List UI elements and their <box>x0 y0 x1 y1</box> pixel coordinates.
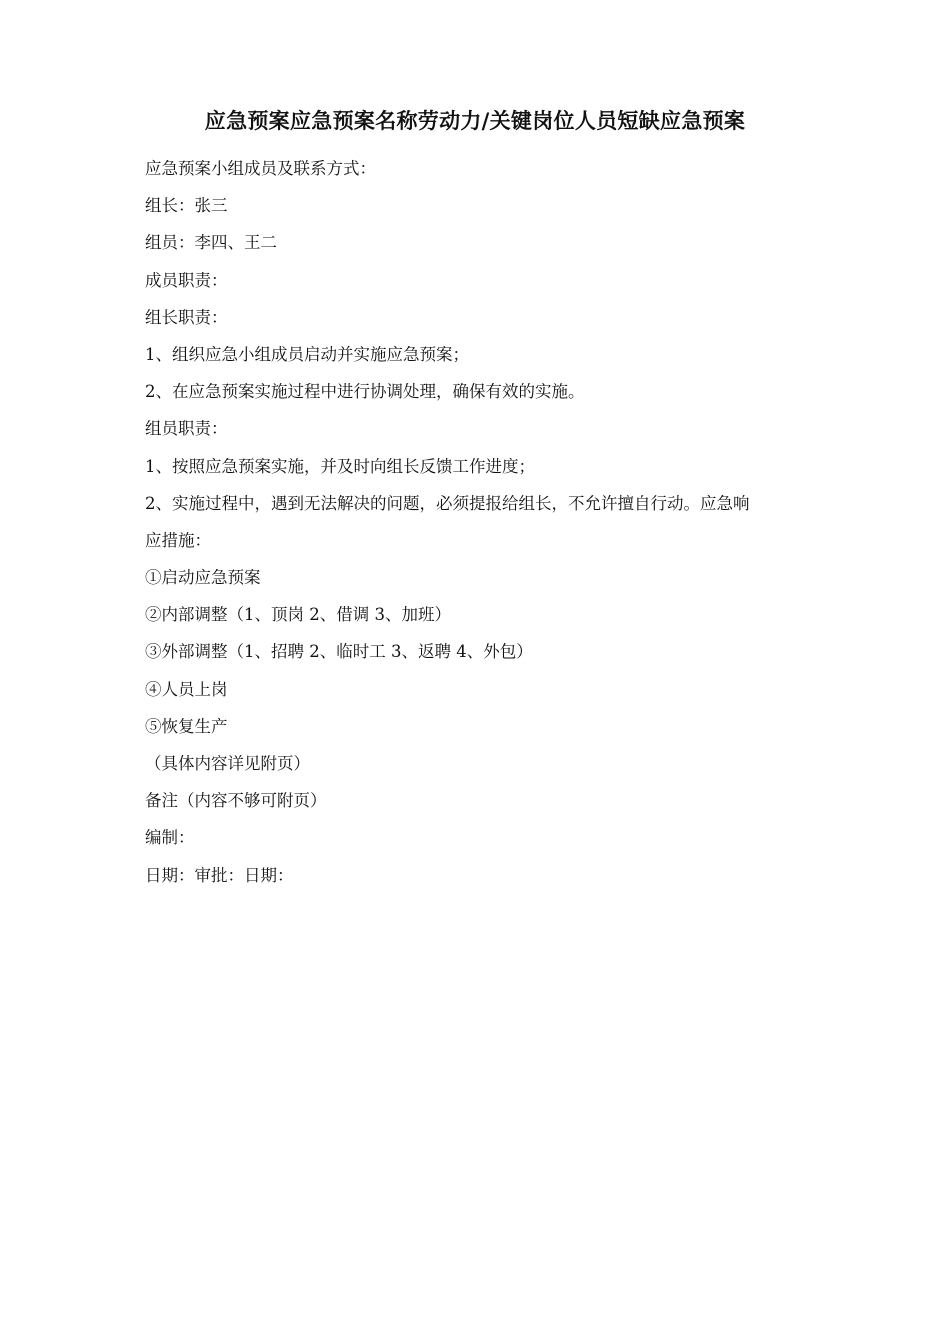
measure-4: ④人员上岗 <box>145 679 228 699</box>
document-title: 应急预案应急预案名称劳动力/关键岗位人员短缺应急预案 <box>204 108 746 133</box>
member-duty-1: 1、按照应急预案实施，并及时向组长反馈工作进度； <box>145 456 535 476</box>
measure-1: ①启动应急预案 <box>145 568 261 588</box>
date-approval-line: 日期：审批：日期： <box>145 865 294 885</box>
document-body <box>145 150 825 894</box>
leader-duty-1: 1、组织应急小组成员启动并实施应急预案； <box>145 344 469 364</box>
measure-3: ③外部调整（1、招聘 2、临时工 3、返聘 4、外包） <box>145 642 533 662</box>
leader-duty-2: 2、在应急预案实施过程中进行协调处理，确保有效的实施。 <box>145 382 585 402</box>
prepared-by-line: 编制： <box>145 828 195 848</box>
member-duties-heading: 成员职责： <box>145 270 228 290</box>
measure-2: ②内部调整（1、顶岗 2、借调 3、加班） <box>145 605 451 625</box>
leader-duties-heading: 组长职责： <box>145 307 228 327</box>
member-duty-2: 2、实施过程中，遇到无法解决的问题，必须提报给组长，不允许擅自行动。应急响 <box>145 493 750 513</box>
member-duties-subheading: 组员职责： <box>145 419 228 439</box>
appendix-note: （具体内容详见附页） <box>145 754 310 773</box>
team-members-line: 组员：李四、王二 <box>145 233 277 253</box>
contact-heading: 应急预案小组成员及联系方式： <box>145 159 376 178</box>
response-measures-heading: 应措施： <box>145 530 211 550</box>
team-leader-line: 组长：张三 <box>145 196 228 216</box>
remarks-line: 备注（内容不够可附页） <box>145 791 327 811</box>
measure-5: ⑤恢复生产 <box>145 716 228 736</box>
